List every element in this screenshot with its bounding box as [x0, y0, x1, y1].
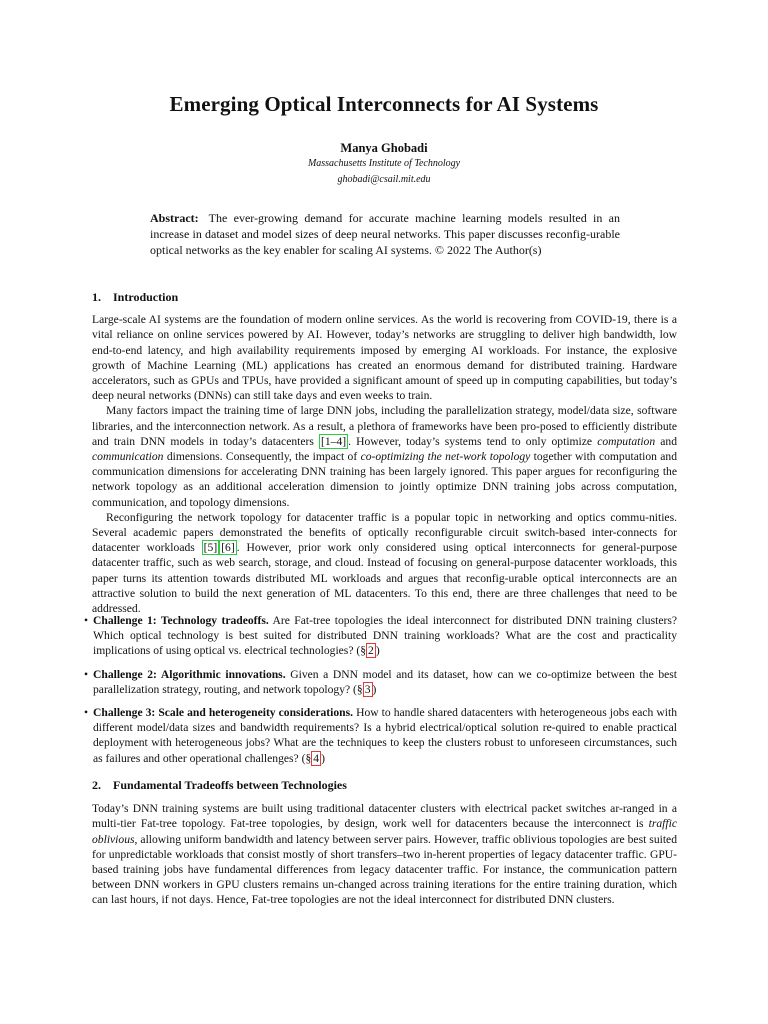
citation-link[interactable]: [1–4]	[321, 434, 347, 448]
intro-paragraph-1: Large-scale AI systems are the foundation of modern online services. As the world is recovering from COVID-19, there is a vital reliance on online services powered by AI. However, today’s networks are struggling to deliver high bandwidth, low end-to-end latency, and high availability requirements imposed by emerging AI workloads. For instance, the explosive growth of Machine Learning (ML) applications has created an enormous demand for distributed training. Hardware accelerators, such as GPUs and TPUs, have provided a significant amount of speed up in computing capabilities, but today’s deep neural networks (DNNs) can still take days and even weeks to train.	[92, 313, 677, 403]
section-heading	[92, 290, 677, 305]
section-tradeoffs	[92, 778, 677, 908]
section-number: 2.	[92, 778, 101, 792]
author-name: Manya Ghobadi	[340, 141, 428, 155]
author-email: ghobadi@csail.mit.edu	[337, 174, 431, 185]
section-ref-link[interactable]: 3	[364, 682, 371, 696]
emphasis: communication	[92, 450, 164, 464]
citation-link[interactable]: [5]	[203, 541, 218, 555]
emphasis: computation	[597, 434, 656, 448]
challenge-text: Are Fat-tree topologies the ideal interconnect for distributed DNN training clusters? Which optical technology is best suited for distributed DNN training workloads? What are the cost and practicality implications of using optical vs. electrical technologies? (§	[93, 614, 677, 658]
tradeoffs-paragraph-1	[92, 801, 677, 907]
bullet-icon: •	[84, 614, 89, 627]
section-title: Introduction	[113, 290, 179, 304]
text-run: dimensions. Consequently, the impact of	[163, 450, 361, 464]
text-run: )	[321, 751, 325, 765]
section-ref-link[interactable]: 2	[368, 644, 374, 658]
abstract-label: Abstract:	[150, 211, 199, 225]
text-run: together with computation and communication dimensions for accelerating DNN training has been largely ignored. This paper argues for reconfiguring the network topology as an additional acceleration dimension to jointly optimize DNN training jobs across computation, communication, and topology dimensions.	[92, 450, 677, 509]
abstract	[150, 210, 620, 258]
challenge-title: Challenge 1: Technology tradeoffs.	[93, 614, 269, 627]
section-number: 1.	[92, 290, 101, 304]
challenge-item-2	[84, 667, 677, 697]
text-run: )	[375, 644, 380, 658]
text-run: Today’s DNN training systems are built using traditional datacenter clusters with electrical packet switches ar-ranged in a multi-tier Fat-tree topology. Fat-tree topologies, by design, work well for datacenters because the interconnect is	[92, 802, 677, 831]
abstract-text: The ever-growing demand for accurate machine learning models resulted in an increase in dataset and model sizes of deep neural networks. This paper discusses reconfig-urable optical networks as the key enabler for scaling AI systems. © 2022 The Author(s)	[150, 211, 620, 257]
challenge-list	[84, 613, 677, 766]
text-run: . However, prior work only considered using optical interconnects for general-purpose datacenter traffic, such as web search, storage, and cloud. Instead of focusing on general-purpose datacenter workloads, this paper turns its attention towards distributed ML workloads and argues that reconfig-urable optical interconnects are an attractive solution to build the next generation of ML datacenters. To this end, there are three challenges that need to be addressed.	[92, 541, 677, 616]
text-run: Reconfiguring the network topology for datacenter traffic is a popular topic in networking and optics commu-nities. Several academic papers demonstrated the benefits of optically reconfigurable circuit switch-based inter-connects for datacenter workloads	[92, 510, 677, 555]
intro-paragraph-3	[92, 510, 677, 616]
intro-paragraph-2	[92, 403, 677, 509]
challenge-title: Challenge 2: Algorithmic innovations.	[93, 667, 286, 681]
challenge-text: Given a DNN model and its dataset, how can we co-optimize between the best parallelization strategy, routing, and network topology? (§	[93, 667, 678, 696]
section-introduction	[92, 290, 677, 616]
citation-link[interactable]: [6]	[221, 541, 235, 555]
paper-title: Emerging Optical Interconnects for AI Systems	[169, 92, 599, 116]
bullet-icon: •	[84, 706, 89, 720]
emphasis: co-optimizing the net-work topology	[360, 450, 531, 464]
text-run: and	[655, 434, 678, 448]
challenge-item-1	[84, 613, 677, 659]
section-ref-link[interactable]: 4	[313, 751, 320, 765]
challenge-title: Challenge 3: Scale and heterogeneity considerations.	[93, 706, 354, 720]
author-affiliation: Massachusetts Institute of Technology	[307, 158, 461, 169]
section-heading	[92, 778, 677, 793]
text-run: )	[372, 682, 377, 696]
text-run: . However, today’s systems tend to only optimize	[348, 434, 598, 448]
challenge-text: How to handle shared datacenters with heterogeneous jobs each with different model/data sizes and bandwidth requirements? Is a hybrid electrical/optical solution re-quired to enable practical deployment with heterogeneous jobs? What are the techniques to keep the clusters robust to unforeseen circumstances, such as failures and other operational challenges? (§	[93, 706, 677, 765]
bullet-icon: •	[84, 667, 89, 681]
section-title: Fundamental Tradeoffs between Technologies	[113, 778, 347, 792]
text-run: , allowing uniform bandwidth and latency between server pairs. However, traffic oblivious topologies are best suited for unpredictable workloads that consist mostly of short transfers–two in-herent properties of legacy datacenter traffic. GPU-based training jobs have fundamental differences from legacy datacenter traffic. For instance, the communication pattern between DNN workers in GPU clusters remains un-changed across training iterations for the entire training duration, which can last hours, if not days. Hence, Fat-tree topologies are not the ideal interconnect for distributed DNN clusters.	[92, 832, 677, 907]
emphasis: traffic oblivious	[92, 817, 677, 846]
text-run: Many factors impact the training time of large DNN jobs, including the parallelization strategy, model/data size, software libraries, and the interconnection network. As a result, a plethora of frameworks have been pro-posed to efficiently distribute and train DNN models in today’s datacenters	[92, 404, 677, 448]
challenge-item-3	[84, 705, 677, 766]
